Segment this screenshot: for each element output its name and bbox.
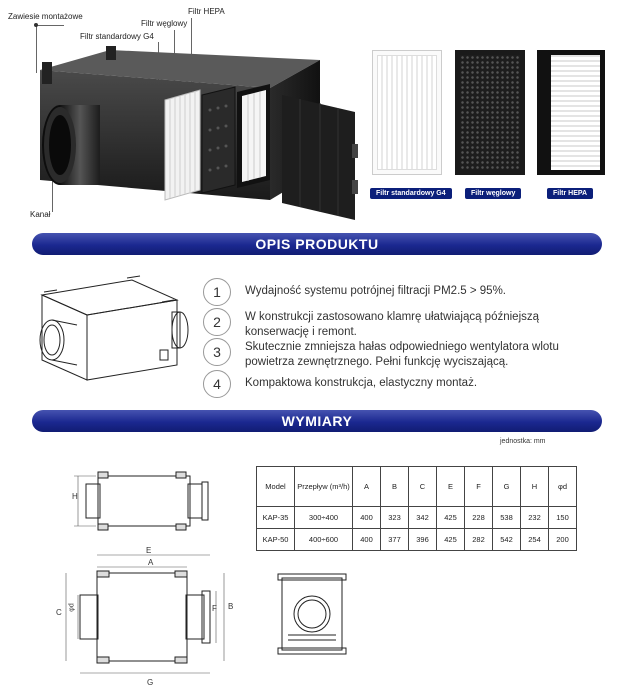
leader-dot xyxy=(34,23,38,27)
table-header-cell: H xyxy=(521,467,549,507)
table-cell: 232 xyxy=(521,507,549,529)
section-banner-dimensions: WYMIARY xyxy=(32,410,602,432)
callout-standard-filter: Filtr standardowy G4 xyxy=(80,32,154,41)
filter-caption-hepa: Filtr HEPA xyxy=(547,188,593,199)
feature-number: 2 xyxy=(203,308,231,336)
table-cell: 282 xyxy=(465,529,493,551)
table-cell: 400 xyxy=(353,507,381,529)
callout-duct: Kanał xyxy=(30,210,51,219)
table-cell: 300÷400 xyxy=(295,507,353,529)
feature-text: Skutecznie zmniejsza hałas odpowiedniego wentylatora wlotu powietrza zewnętrznego. Pełni funkcję wyciszającą. xyxy=(245,341,559,368)
table-cell: KAP-50 xyxy=(257,529,295,551)
dim-label-f: F xyxy=(212,604,217,613)
table-cell: 400 xyxy=(353,529,381,551)
table-header-cell: F xyxy=(465,467,493,507)
carbon-filter-image xyxy=(455,50,525,175)
dim-label-b: B xyxy=(228,602,234,611)
table-cell: 425 xyxy=(437,507,465,529)
hero-section xyxy=(0,0,636,232)
feature-number: 1 xyxy=(203,278,231,306)
callout-carbon-filter: Filtr węglowy xyxy=(141,19,188,28)
dim-label-e: E xyxy=(146,546,152,555)
table-header-cell: φd xyxy=(549,467,577,507)
feature-number: 4 xyxy=(203,370,231,398)
standard-filter-image xyxy=(372,50,442,175)
table-header-cell: Przepływ (m³/h) xyxy=(295,467,353,507)
table-cell: 425 xyxy=(437,529,465,551)
front-view-drawing xyxy=(274,570,354,670)
unit-note: jednostka: mm xyxy=(500,438,546,445)
table-cell: 396 xyxy=(409,529,437,551)
table-cell: 200 xyxy=(549,529,577,551)
table-row xyxy=(257,507,577,529)
dimensions-table xyxy=(256,466,577,551)
dim-label-c: C xyxy=(56,608,62,617)
feature-text: Wydajność systemu potrójnej filtracji PM2.5 > 95%. xyxy=(245,285,506,297)
table-cell: 254 xyxy=(521,529,549,551)
feature-text: W konstrukcji zastosowano klamrę ułatwiającą późniejszą konserwację i remont. xyxy=(245,311,540,338)
filter-caption-standard: Filtr standardowy G4 xyxy=(370,188,452,199)
product-exploded-illustration xyxy=(20,40,380,220)
table-header-cell: A xyxy=(353,467,381,507)
table-header-cell: E xyxy=(437,467,465,507)
side-view-drawing xyxy=(68,468,228,538)
table-cell: 342 xyxy=(409,507,437,529)
dim-label-d: φd xyxy=(68,603,76,612)
product-line-drawing xyxy=(22,270,192,400)
table-cell: 400÷600 xyxy=(295,529,353,551)
table-header-cell: Model xyxy=(257,467,295,507)
table-cell: 542 xyxy=(493,529,521,551)
table-cell: 228 xyxy=(465,507,493,529)
table-cell: 150 xyxy=(549,507,577,529)
feature-text: Kompaktowa konstrukcja, elastyczny montaż. xyxy=(245,377,478,389)
table-header-cell: B xyxy=(381,467,409,507)
table-header-cell: G xyxy=(493,467,521,507)
table-cell: 538 xyxy=(493,507,521,529)
feature-number: 3 xyxy=(203,338,231,366)
callout-hepa-filter: Filtr HEPA xyxy=(188,7,225,16)
dim-label-h: H xyxy=(72,492,78,501)
hepa-filter-image xyxy=(537,50,605,175)
dim-label-g: G xyxy=(147,678,154,687)
leader-line xyxy=(36,25,64,26)
table-cell: 323 xyxy=(381,507,409,529)
table-header-cell: C xyxy=(409,467,437,507)
table-row xyxy=(257,529,577,551)
section-banner-description: OPIS PRODUKTU xyxy=(32,233,602,255)
callout-mounting-bracket: Zawiesie montażowe xyxy=(8,12,83,21)
table-cell: 377 xyxy=(381,529,409,551)
table-cell: KAP-35 xyxy=(257,507,295,529)
table-header-row xyxy=(257,467,577,507)
dim-label-a: A xyxy=(148,558,154,567)
filter-caption-carbon: Filtr węglowy xyxy=(465,188,521,199)
